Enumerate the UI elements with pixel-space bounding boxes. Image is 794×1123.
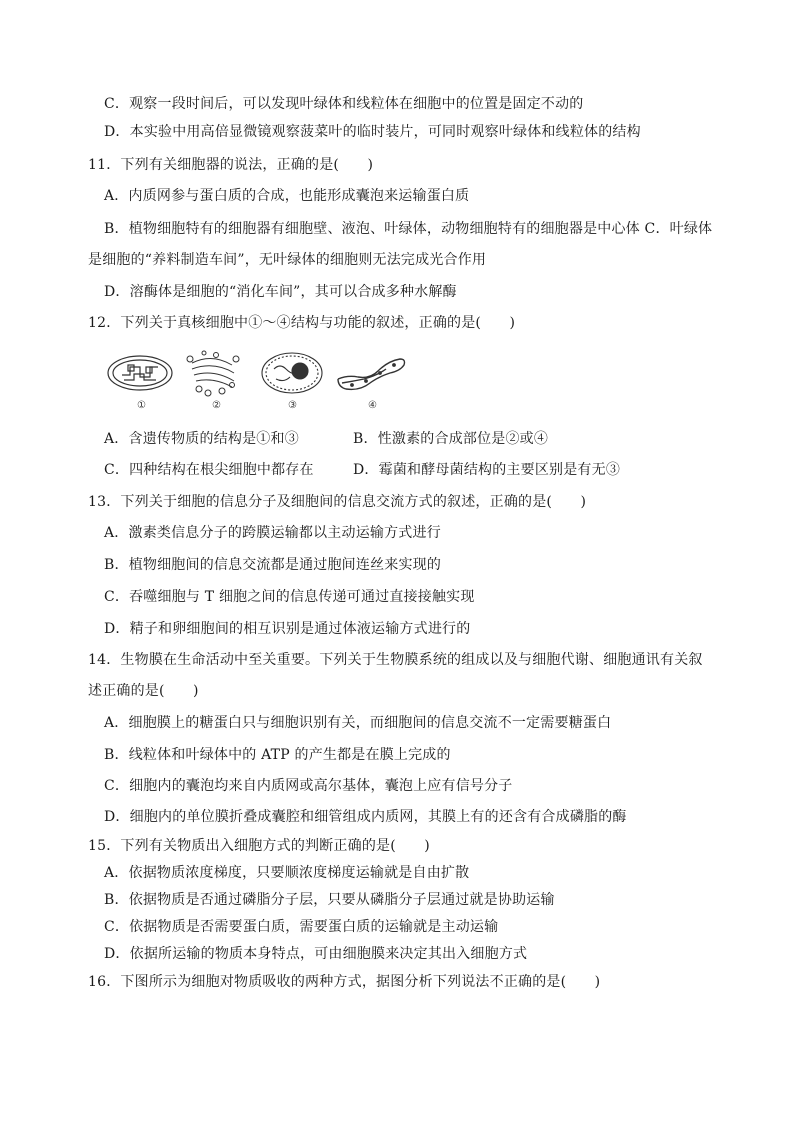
q11-option-a: A．内质网参与蛋白质的合成，也能形成囊泡来运输蛋白质 <box>104 188 470 204</box>
q15-option-c: C．依据物质是否需要蛋白质，需要蛋白质的运输就是主动运输 <box>104 919 499 935</box>
question-14: 14．生物膜在生命活动中至关重要。下列关于生物膜系统的组成以及与细胞代谢、细胞通讯有关叙 <box>88 652 703 668</box>
q15-option-a: A．依据物质浓度梯度，只要顺浓度梯度运输就是自由扩散 <box>104 865 470 881</box>
q14-option-a: A．细胞膜上的糖蛋白只与细胞识别有关，而细胞间的信息交流不一定需要糖蛋白 <box>104 715 612 731</box>
question-12: 12．下列关于真核细胞中①～④结构与功能的叙述，正确的是( ) <box>88 315 516 331</box>
endoplasmic-reticulum-drawing <box>338 359 405 389</box>
golgi-drawing <box>187 351 239 396</box>
chloroplast-drawing <box>108 356 172 390</box>
q14-option-b: B．线粒体和叶绿体中的 ATP 的产生都是在膜上完成的 <box>104 747 451 763</box>
q13-option-d: D．精子和卵细胞间的相互识别是通过体液运输方式进行的 <box>104 621 471 637</box>
q10-option-d: D．本实验中用高倍显微镜观察菠菜叶的临时装片，可同时观察叶绿体和线粒体的结构 <box>104 124 641 140</box>
q13-option-b: B．植物细胞间的信息交流都是通过胞间连丝来实现的 <box>104 557 442 573</box>
figure-label-1: ① <box>137 400 146 411</box>
q15-option-b: B．依据物质是否通过磷脂分子层，只要从磷脂分子层通过就是协助运输 <box>104 892 555 908</box>
question-15: 15．下列有关物质出入细胞方式的判断正确的是( ) <box>88 838 430 854</box>
q13-option-a: A．激素类信息分子的跨膜运输都以主动运输方式进行 <box>104 525 441 541</box>
q14-option-d: D．细胞内的单位膜折叠成囊腔和细管组成内质网，其膜上有的还含有合成磷脂的酶 <box>104 809 627 825</box>
q12-option-c: C．四种结构在根尖细胞中都存在 <box>104 462 314 478</box>
q11-option-c-continued: 是细胞的“养料制造车间”，无叶绿体的细胞则无法完成光合作用 <box>88 252 487 268</box>
figure-label-2: ② <box>212 400 221 411</box>
q12-option-b: B．性激素的合成部位是②或④ <box>353 431 549 447</box>
q13-option-c: C．吞噬细胞与 T 细胞之间的信息传递可通过直接接触实现 <box>104 589 475 605</box>
q11-option-d: D．溶酶体是细胞的“消化车间”，其可以合成多种水解酶 <box>104 284 457 300</box>
figure-label-4: ④ <box>368 400 377 411</box>
q12-option-a: A．含遗传物质的结构是①和③ <box>104 431 299 447</box>
question-13: 13．下列关于细胞的信息分子及细胞间的信息交流方式的叙述，正确的是( ) <box>88 494 587 510</box>
question-14-continued: 述正确的是( ) <box>88 683 199 699</box>
q14-option-c: C．细胞内的囊泡均来自内质网或高尔基体，囊泡上应有信号分子 <box>104 778 513 794</box>
nucleus-drawing <box>262 353 322 393</box>
q15-option-d: D．依据所运输的物质本身特点，可由细胞膜来决定其出入细胞方式 <box>104 946 528 962</box>
question-11: 11．下列有关细胞器的说法，正确的是( ) <box>88 157 374 173</box>
q10-option-c: C．观察一段时间后，可以发现叶绿体和线粒体在细胞中的位置是固定不动的 <box>104 96 584 112</box>
q11-option-b: B．植物细胞特有的细胞器有细胞壁、液泡、叶绿体，动物细胞特有的细胞器是中心体 C．叶绿体 <box>104 221 713 237</box>
question-16: 16．下图所示为细胞对物质吸收的两种方式，据图分析下列说法不正确的是( ) <box>88 974 601 990</box>
figure-label-3: ③ <box>288 400 297 411</box>
q12-option-d: D．霉菌和酵母菌结构的主要区别是有无③ <box>353 462 621 478</box>
